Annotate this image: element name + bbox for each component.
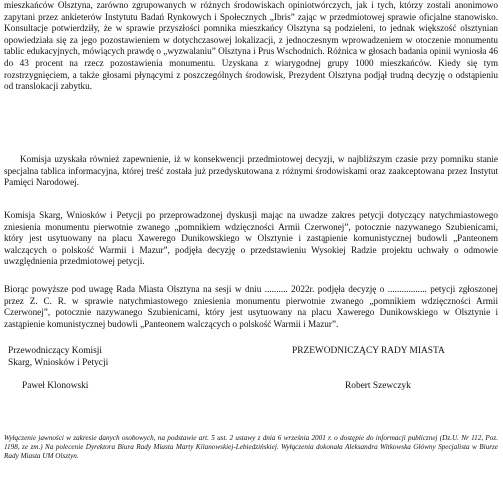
paragraph-consultations: mieszkańców Olsztyna, zarówno zgrupowanych w różnych środowiskach opiniotwórczych, jak i tych, którzy zostali anonimowo zapytani przez ankieterów Instytutu Badań Rynkowych i Społecznych „Ibris” zając w przedmiotowej sprawie oficjalne stanowisko. Konsultacje potwierdziły, że w sprawie przyszłości pomnika mieszkańcy Olsztyna są podzieleni, to jednak większość olsztynian opowiedziała się za jego pozostawieniem w dotychczasowej lokalizacji, z jednoczesnym wprowadzeniem w otoczenie monumentu tablic edukacyjnych, mówiących prawdę o „wyzwalaniu” Olsztyna i Prus Wschodnich. Różnica w głosach badania opinii wyniosła 46 do 43 procent na rzecz pozostawienia monumentu. Uzyskana z wiarygodnej grupy 1000 mieszkańców. Kiedy się tym rozstrzygnięciem, a także głosami płynącymi z poszczególnych środowisk, Prezydent Olsztyna podjął trudną decyzję o odstąpieniu od translokacji zabytku. [4,0,498,92]
council-chair-title: PRZEWODNICZĄCY RADY MIASTA [292,346,445,356]
privacy-footnote: Wyłączenie jawności w zakresie danych osobowych, na podstawie art. 5 ust. 2 ustawy z dnia 6 września 2001 r. o dostępie do informacji publicznej (Dz.U. Nr 112, Poz. 1198, ze zm.) Na polecenie Dyrektora Biura Rady Miasta Marty Kilanowskiej-Lebiedzińskiej. Wyłączenia dokonała Aleksandra Witkowska Główny Specjalista w Biurze Rady Miasta UM Olsztyn. [4,434,498,461]
paragraph-information-board: Komisja uzyskała również zapewnienie, iż w konsekwencji przedmiotowej decyzji, w najbliższym czasie przy pomniku stanie specjalna tablica informacyjna, której treść została już przedyskutowana z różnymi środowiskami oraz zaakceptowana przez Instytut Pamięci Narodowej. [4,154,498,188]
council-chair-name: Robert Szewczyk [345,381,411,391]
commission-chair-name: Paweł Klonowski [22,381,89,391]
paragraph-council-decision: Biorąc powyższe pod uwagę Rada Miasta Olsztyna na sesji w dniu .......... 2022r. podjęła decyzję o ................. petycji zgłoszonej przez Z. C. R. w sprawie natychmiastowego zniesienia monumentu pierwotnie zwanego „pomnikiem wdzięczności Armii Czerwonej”, potocznie nazywanego Szubienicami, który jest usytuowany na placu Xawerego Dunikowskiego w Olsztynie i zastąpienie komunistycznej budowli „Panteonem walczących o polskość Warmii i Mazur”. [4,284,498,329]
paragraph-commission-decision: Komisja Skarg, Wniosków i Petycji po przeprowadzonej dyskusji mając na uwadze zakres petycji dotyczący natychmiastowego zniesienia monumentu pierwotnie zwanego „pomnikiem wdzięczności Armii Czerwonej”, potocznie nazywanego Szubienicami, który jest usytuowany na placu Xawerego Dunikowskiego w Olsztynie i zastąpienie komunistycznej budowli „Panteonem walczących o polskość Warmii i Mazur”, podjęła decyzję o przedstawieniu Wysokiej Radzie projektu uchwały o odmowie uwzględnienia przedmiotowej petycji. [4,210,498,267]
commission-chair-title: Przewodniczący Komisji Skarg, Wniosków i Petycji [8,346,109,368]
